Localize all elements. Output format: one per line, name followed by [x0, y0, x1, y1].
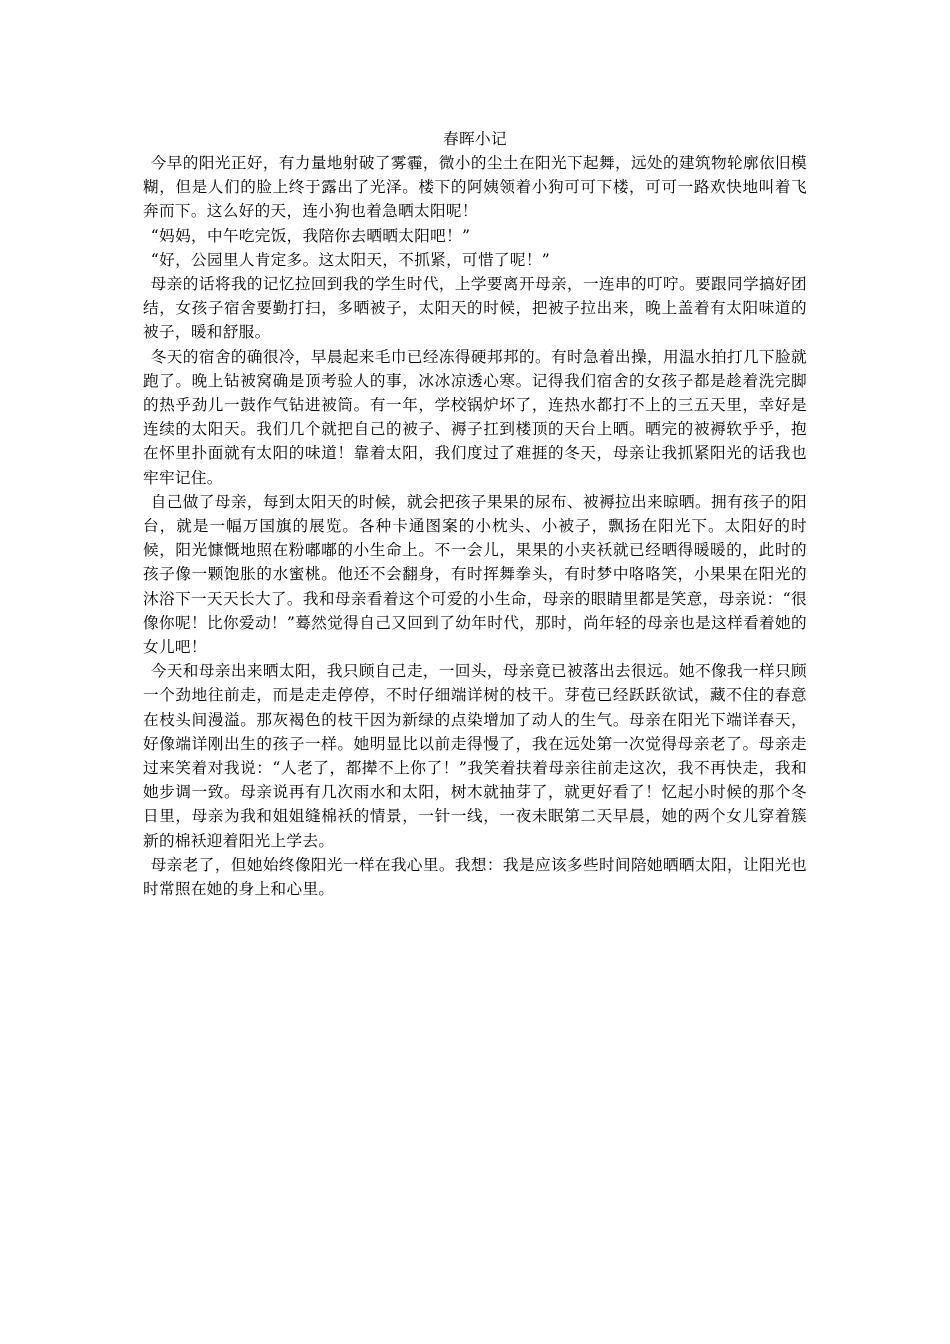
paragraph-morning-sun: 今早的阳光正好，有力量地射破了雾霾，微小的尘土在阳光下起舞，远处的建筑物轮廓依旧模糊，但是人们的脸上终于露出了光泽。楼下的阿姨领着小狗可可下楼，可可一路欢快地叫着飞奔而下。这么好的天，连小狗也着急晒太阳呢！ — [143, 154, 807, 221]
paragraph-student-memory: 母亲的话将我的记忆拉回到我的学生时代，上学要离开母亲，一连串的叮咛。要跟同学搞好团结，女孩子宿舍要勤打扫，多晒被子，太阳天的时候，把被子拉出来，晚上盖着有太阳味道的被子，暖和舒服。 — [143, 275, 807, 342]
document-title: 春晖小记 — [443, 130, 507, 148]
document-body — [143, 127, 807, 901]
paragraph-dialogue-invite: “妈妈，中午吃完饭，我陪你去晒晒太阳吧！” — [150, 226, 471, 245]
paragraph-cold-dorm: 冬天的宿舍的确很冷，早晨起来毛巾已经冻得硬邦邦的。有时急着出操，用温水拍打几下脸就跑了。晚上钻被窝确是顶考验人的事，冰冰凉透心寒。记得我们宿舍的女孩子都是趁着洗完脚的热乎劲儿一鼓作气钻进被筒。有一年，学校锅炉坏了，连热水都打不上的三五天里，幸好是连续的太阳天。我们几个就把自己的被子、褥子扛到楼顶的天台上晒。晒完的被褥软乎乎，抱在怀里扑面就有太阳的味道！靠着太阳，我们度过了难捱的冬天，母亲让我抓紧阳光的话我也牢牢记住。 — [143, 347, 807, 487]
paragraph-closing-thought: 母亲老了，但她始终像阳光一样在我心里。我想：我是应该多些时间陪她晒晒太阳，让阳光也时常照在她的身上和心里。 — [143, 855, 807, 899]
paragraph-walk-with-mother: 今天和母亲出来晒太阳，我只顾自己走，一回头，母亲竟已被落出去很远。她不像我一样只顾一个劲地往前走，而是走走停停，不时仔细端详树的枝干。芽苞已经跃跃欲试，藏不住的春意在枝头间漫溢。那灰褐色的枝干因为新绿的点染增加了动人的生气。母亲在阳光下端详春天，好像端详刚出生的孩子一样。她明显比以前走得慢了，我在远处第一次觉得母亲老了。母亲走过来笑着对我说：“人老了，都撵不上你了！”我笑着扶着母亲往前走这次，我不再快走，我和她步调一致。母亲说再有几次雨水和太阳，树木就抽芽了，就更好看了！忆起小时候的那个冬日里，母亲为我和姐姐缝棉袄的情景，一针一线，一夜未眠第二天早晨，她的两个女儿穿着簇新的棉袄迎着阳光上学去。 — [143, 662, 807, 850]
paragraph-becoming-mother: 自己做了母亲，每到太阳天的时候，就会把孩子果果的尿布、被褥拉出来晾晒。拥有孩子的阳台，就是一幅万国旗的展览。各种卡通图案的小枕头、小被子，飘扬在阳光下。太阳好的时候，阳光慷慨地照在粉嘟嘟的小生命上。不一会儿，果果的小夹袄就已经晒得暖暖的，此时的孩子像一颗饱胀的水蜜桃。他还不会翻身，有时挥舞拳头，有时梦中咯咯笑，小果果在阳光的沐浴下一天天长大了。我和母亲看着这个可爱的小生命，母亲的眼睛里都是笑意，母亲说：“很像你呢！比你爱动！”蓦然觉得自己又回到了幼年时代，那时，尚年轻的母亲也是这样看着她的女儿吧！ — [143, 492, 807, 657]
paragraph-dialogue-reply: “好，公园里人肯定多。这太阳天，不抓紧，可惜了呢！” — [150, 250, 551, 269]
